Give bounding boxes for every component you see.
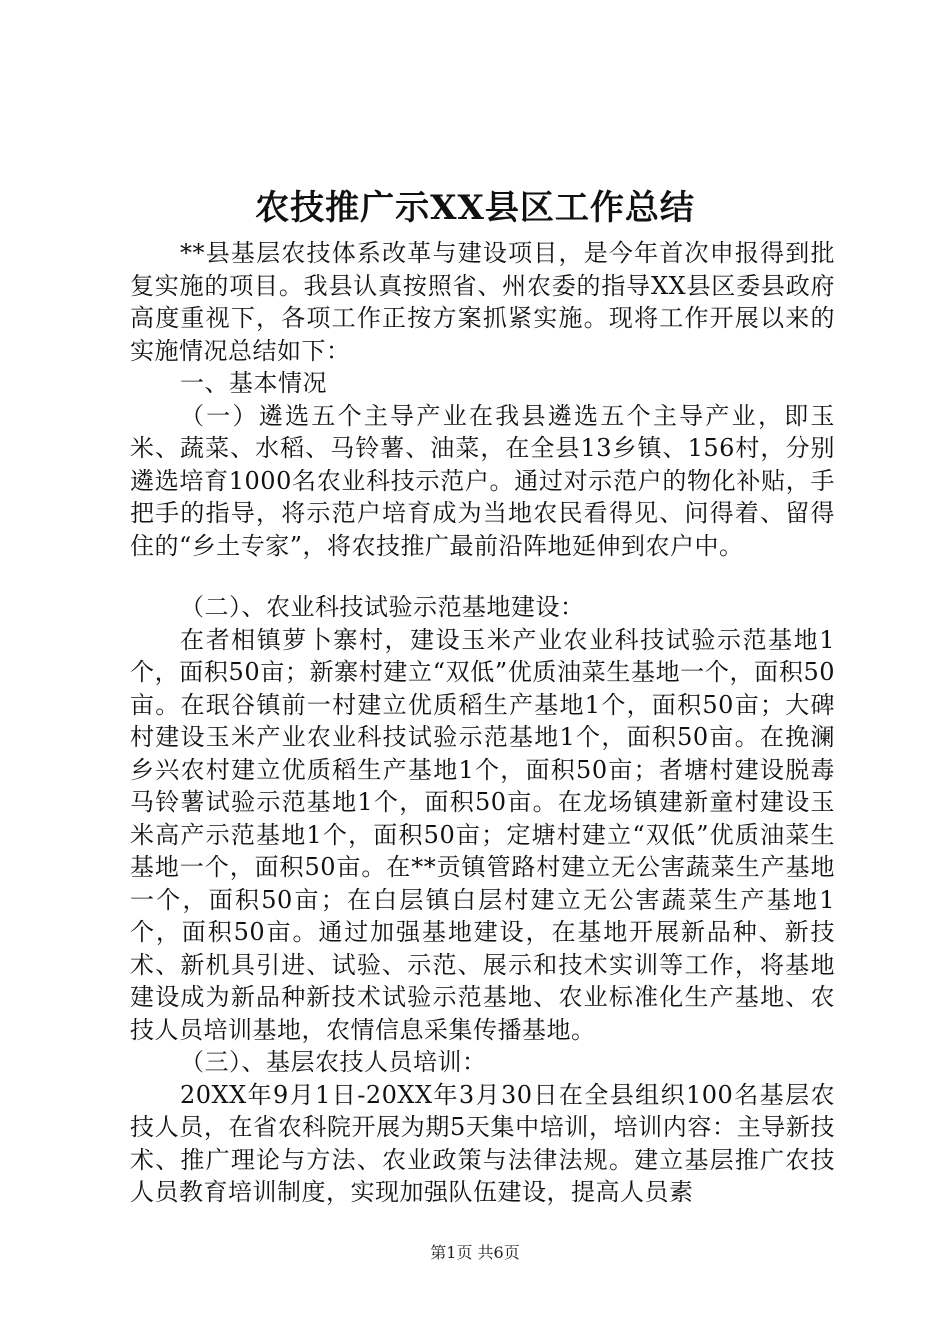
paragraph-industries: （一）遴选五个主导产业在我县遴选五个主导产业，即玉米、蔬菜、水稻、马铃薯、油菜，在全县13乡镇、156村，分别遴选培育1000名农业科技示范户。通过对示范户的物化补贴，手把手的指导，将示范户培育成为当地农民看得见、问得着、留得住的“乡土专家”，将农技推广最前沿阵地延伸到农户中。 xyxy=(130,401,835,560)
document-title: 农技推广示XX县区工作总结 xyxy=(255,188,695,228)
document-body xyxy=(130,237,835,1209)
section-heading-basic: 一、基本情况 xyxy=(180,369,327,397)
paragraph-training: 20XX年9月1日-20XX年3月30日在全县组织100名基层农技人员，在省农科院开展为期5天集中培训，培训内容：主导新技术、推广理论与方法、农业政策与法律法规。建立基层推广农技人员教育培训制度，实现加强队伍建设，提高人员素 xyxy=(130,1080,835,1206)
intro-paragraph: **县基层农技体系改革与建设项目，是今年首次申报得到批复实施的项目。我县认真按照省、州农委的指导XX县区委县政府高度重视下，各项工作正按方案抓紧实施。现将工作开展以来的实施情况总结如下： xyxy=(130,239,835,365)
paragraph-spacer xyxy=(130,562,835,591)
page-footer: 第1页 共6页 xyxy=(430,1243,520,1262)
subheading-bases: （二）、农业科技试验示范基地建设： xyxy=(180,593,585,621)
subheading-training: （三）、基层农技人员培训： xyxy=(180,1048,487,1076)
paragraph-bases: 在者相镇萝卜寨村，建设玉米产业农业科技试验示范基地1个，面积50亩；新寨村建立“双低”优质油菜生基地一个，面积50亩。在珉谷镇前一村建立优质稻生产基地1个，面积50亩；大碑村建设玉米产业农业科技试验示范基地1个，面积50亩。在挽澜乡兴农村建立优质稻生产基地1个，面积50亩；者塘村建设脱毒马铃薯试验示范基地1个，面积50亩。在龙场镇建新童村建设玉米高产示范基地1个，面积50亩；定塘村建立“双低”优质油菜生基地一个，面积50亩。在**贡镇管路村建立无公害蔬菜生产基地一个，面积50亩；在白层镇白层村建立无公害蔬菜生产基地1个，面积50亩。通过加强基地建设，在基地开展新品种、新技术、新机具引进、试验、示范、展示和技术实训等工作，将基地建设成为新品种新技术试验示范基地、农业标准化生产基地、农技人员培训基地，农情信息采集传播基地。 xyxy=(130,625,835,1044)
